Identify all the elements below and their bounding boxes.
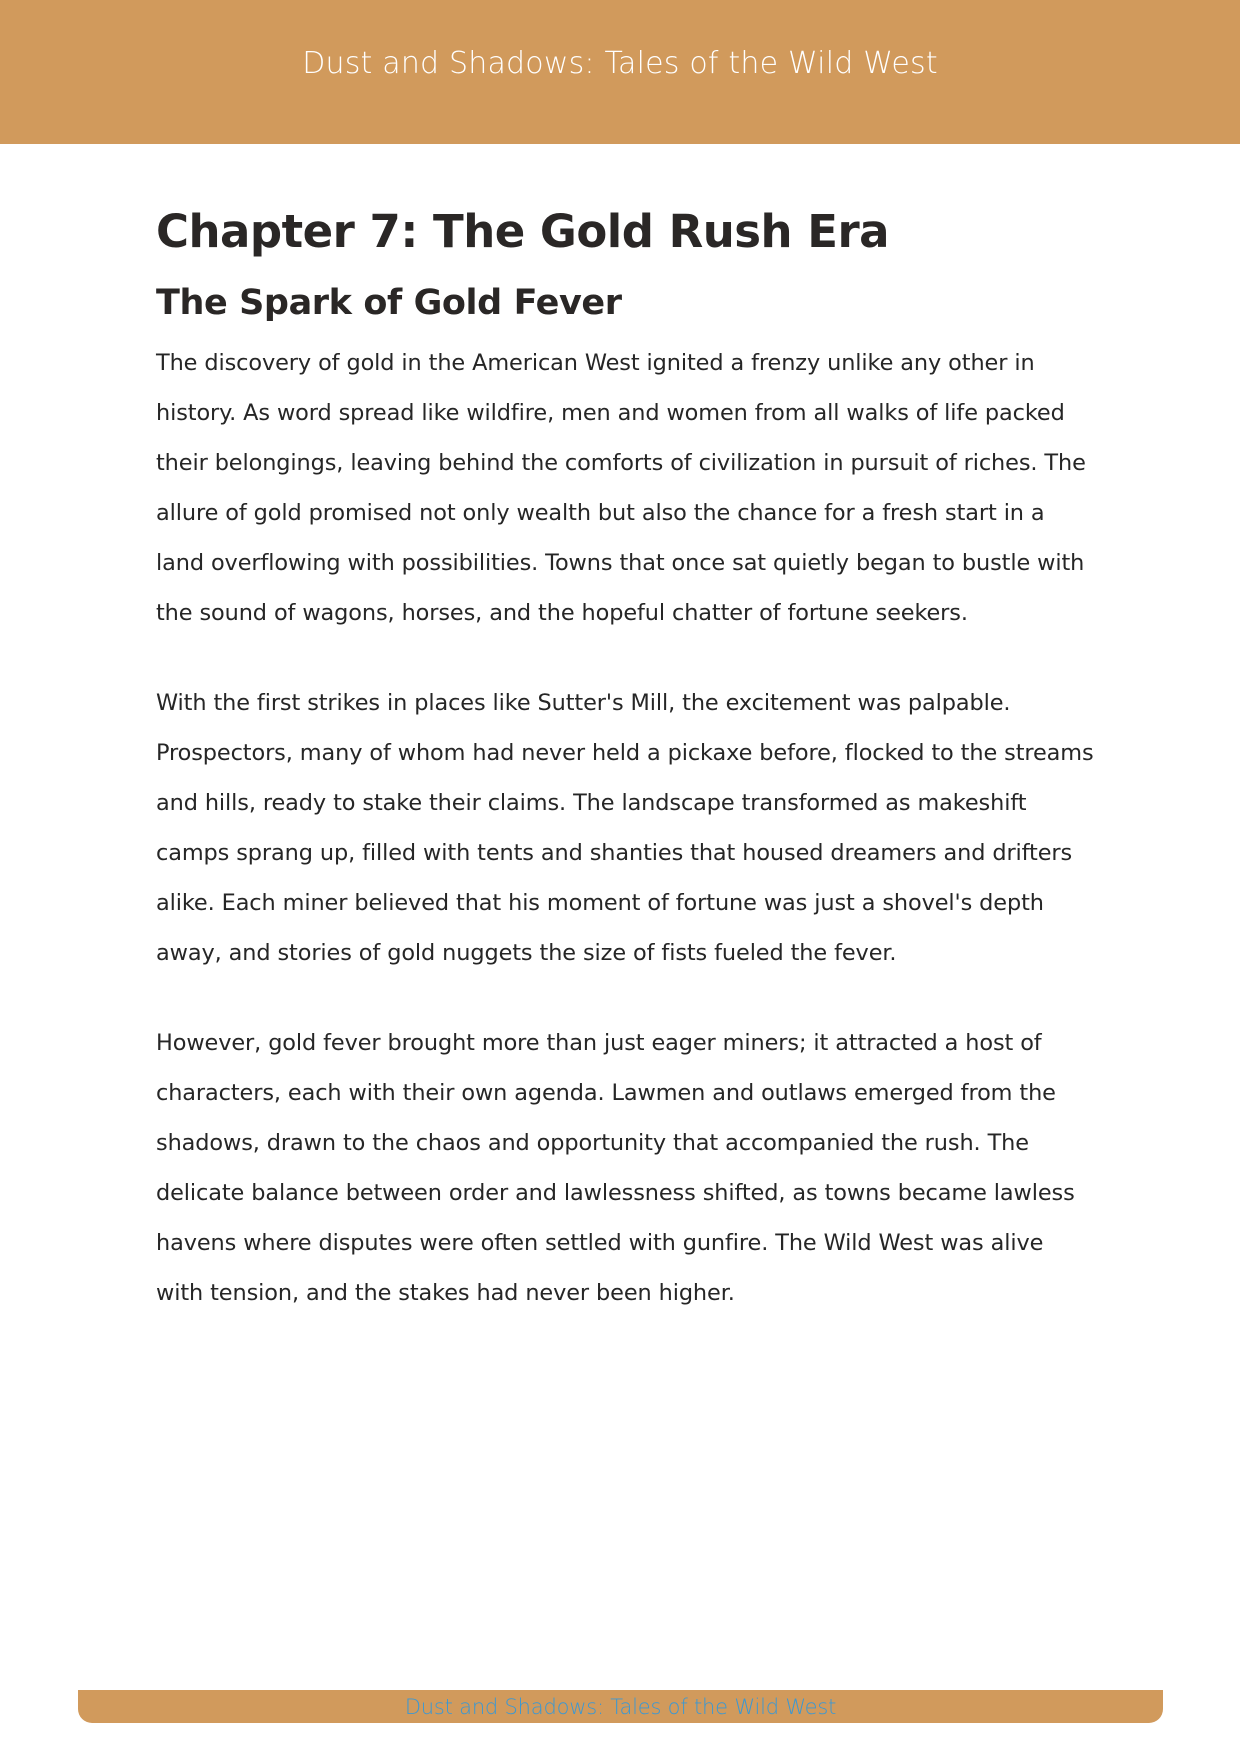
section-title: The Spark of Gold Fever (156, 283, 622, 323)
header-title: Dust and Shadows: Tales of the Wild West (302, 45, 938, 81)
page-footer (78, 1690, 1163, 1723)
body-paragraph: With the first strikes in places like Sutter's Mill, the excitement was palpable. Prospectors, many of whom had never held a pickaxe before, flocked to the streams and hills, ready to stake their claims. The landscape transformed as makeshift camps sprang up, filled with tents and shanties that housed dreamers and drifters alike. Each miner believed that his moment of fortune was just a shovel's depth away, and stories of gold nuggets the size of fists fueled the fever. (156, 690, 1094, 966)
body-paragraph: The discovery of gold in the American West ignited a frenzy unlike any other in history. As word spread like wildfire, men and women from all walks of life packed their belongings, leaving behind the comforts of civilization in pursuit of riches. The allure of gold promised not only wealth but also the chance for a fresh start in a land overflowing with possibilities. Towns that once sat quietly began to bustle with the sound of wagons, horses, and the hopeful chatter of fortune seekers. (156, 350, 1086, 626)
page-header (0, 0, 1240, 144)
chapter-content (156, 200, 1096, 1318)
chapter-title: Chapter 7: The Gold Rush Era (156, 205, 890, 258)
body-paragraph: However, gold fever brought more than just eager miners; it attracted a host of characters, each with their own agenda. Lawmen and outlaws emerged from the shadows, drawn to the chaos and opportunity that accompanied the rush. The delicate balance between order and lawlessness shifted, as towns became lawless havens where disputes were often settled with gunfire. The Wild West was alive with tension, and the stakes had never been higher. (156, 1030, 1075, 1306)
footer-text: Dust and Shadows: Tales of the Wild West (404, 1694, 837, 1719)
